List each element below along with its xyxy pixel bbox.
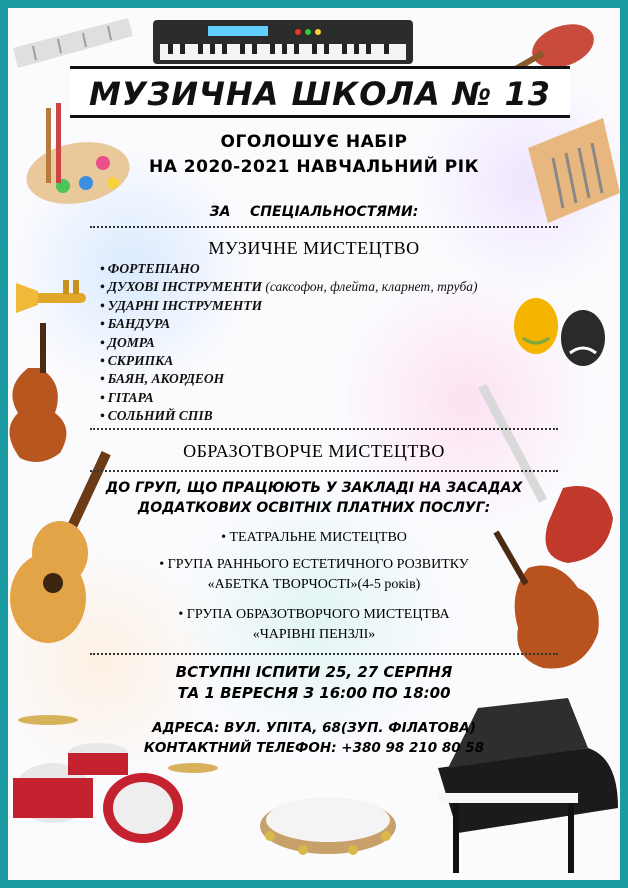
list-item: • ДОМРА: [100, 334, 155, 350]
phone: КОНТАКТНИЙ ТЕЛЕФОН: +380 98 210 80 58: [143, 740, 485, 756]
exams-line-1: ВСТУПНІ ІСПИТИ 25, 27 СЕРПНЯ: [175, 663, 453, 681]
theatre-masks-icon: [514, 298, 605, 366]
school-title: МУЗИЧНА ШКОЛА № 13: [88, 75, 552, 113]
list-item: • БАНДУРА: [100, 316, 171, 332]
divider: [90, 226, 558, 228]
list-item: • БАЯН, АКОРДЕОН: [100, 371, 225, 387]
music-section-heading: МУЗИЧНЕ МИСТЕЦТВО: [208, 238, 420, 258]
divider: [90, 470, 558, 472]
group-early-development: • ГРУПА РАННЬОГО ЕСТЕТИЧНОГО РОЗВИТКУ: [159, 557, 469, 572]
trumpet-icon: [16, 280, 86, 313]
title-banner: [70, 66, 570, 118]
specialties-heading: [8, 204, 620, 220]
list-item: • СКРИПКА: [100, 353, 174, 369]
tambourine-icon: [260, 798, 396, 855]
divider: [90, 428, 558, 430]
address: АДРЕСА: ВУЛ. УПІТА, 68(ЗУП. ФІЛАТОВА): [152, 720, 476, 736]
group-fine-art-name: «ЧАРІВНІ ПЕНЗЛІ»: [252, 627, 376, 642]
list-item: • ГІТАРА: [100, 389, 154, 405]
list-item: • ДУХОВІ ІНСТРУМЕНТИ (саксофон, флейта, кларнет, труба): [100, 279, 478, 295]
art-section-heading: ОБРАЗОТВОРЧЕ МИСТЕЦТВО: [183, 441, 445, 461]
specialties-label: СПЕЦІАЛЬНОСТЯМИ:: [249, 204, 419, 220]
paid-groups-heading-line-1: ДО ГРУП, ЩО ПРАЦЮЮТЬ У ЗАКЛАДІ НА ЗАСАДАХ: [105, 480, 523, 496]
divider: [90, 653, 558, 655]
announcement-line-1: ОГОЛОШУЄ НАБІР: [220, 132, 408, 152]
list-item: • УДАРНІ ІНСТРУМЕНТИ: [100, 297, 263, 313]
music-specialties-list: [100, 260, 478, 426]
xylophone-icon: [13, 18, 133, 68]
synthesizer-icon: [153, 20, 413, 64]
group-early-development-name: «АБЕТКА ТВОРЧОСТІ»(4-5 років): [207, 577, 421, 592]
list-item: • ФОРТЕПІАНО: [100, 261, 200, 276]
list-item: • СОЛЬНИЙ СПІВ: [100, 408, 213, 424]
group-theatre: • ТЕАТРАЛЬНЕ МИСТЕЦТВО: [221, 530, 407, 545]
exams-line-2: ТА 1 ВЕРЕСНЯ З 16:00 ПО 18:00: [177, 684, 451, 702]
paid-groups-heading-line-2: ДОДАТКОВИХ ОСВІТНІХ ПЛАТНИХ ПОСЛУГ:: [137, 500, 491, 516]
group-fine-art: • ГРУПА ОБРАЗОТВОРЧОГО МИСТЕЦТВА: [178, 607, 450, 622]
specialties-prefix: ЗА: [209, 204, 231, 220]
announcement-line-2: НА 2020-2021 НАВЧАЛЬНИЙ РІК: [148, 157, 479, 177]
